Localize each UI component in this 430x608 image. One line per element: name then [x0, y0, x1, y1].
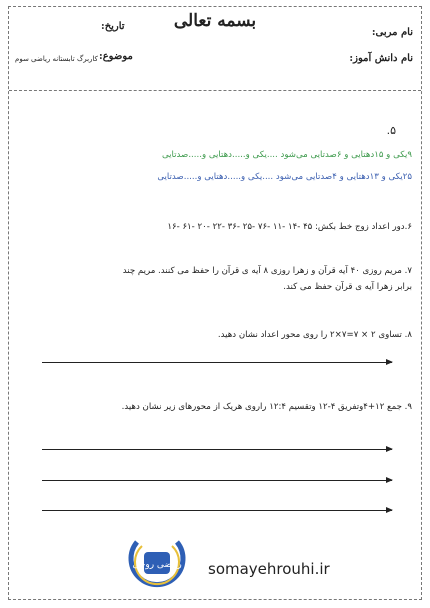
- date-label: تاریخ:: [101, 21, 125, 32]
- number-line-q9-2: [42, 480, 392, 481]
- question-5-number: ۵.: [386, 124, 396, 137]
- website-link[interactable]: somayehrouhi.ir: [208, 560, 330, 578]
- subject-label: موضوع:: [99, 51, 133, 62]
- site-logo: [122, 534, 192, 594]
- question-7-line-1: ۷. مریم روزی ۴۰ آیه قرآن و زهرا روزی ۸ آیه ی قرآن را حفظ می کنند. مریم چند: [122, 266, 412, 276]
- subject-value: کاربرگ تابستانه ریاضی سوم: [15, 55, 98, 63]
- question-5-line-1: ۹یکی و ۱۵دهتایی و ۶صدتایی می‌شود ....یکی و.....دهتایی و.....صدتایی: [161, 150, 412, 160]
- number-line-q8: [42, 362, 392, 363]
- question-6: ۶.دور اعداد زوج خط بکش: ۴۵ -۱۴ -۱۱ -۷۶ -۲۵ -۳۶ -۲۲ -۲۰ -۶۱ -۱۶: [167, 222, 412, 232]
- student-name-label: نام دانش آموز:: [349, 53, 413, 64]
- question-5-line-2: ۲۵یکی و ۱۳دهتایی و ۴صدتایی می‌شود ....یکی و.....دهتایی و.....صدتایی: [157, 172, 412, 182]
- teacher-name-label: نام مربی:: [371, 27, 413, 38]
- question-9: ۹. جمع ۱۲+۴وتفریق ۴-۱۲ وتقسیم ۱۲:۴ راروی هریک از محورهای زیر نشان دهید.: [121, 402, 412, 412]
- number-line-q9-1: [42, 449, 392, 450]
- page-title: بسمه تعالی: [173, 11, 257, 31]
- number-line-q9-3: [42, 510, 392, 511]
- logo-text: ریاضی روحی: [132, 560, 182, 570]
- question-8: ۸. تساوی ۲ × ۷=۷×۲ را روی محور اعداد نشان دهید.: [217, 330, 412, 340]
- header-divider: [9, 90, 421, 91]
- question-7-line-2: برابر زهرا آیه ی قرآن حفظ می کند.: [283, 282, 412, 292]
